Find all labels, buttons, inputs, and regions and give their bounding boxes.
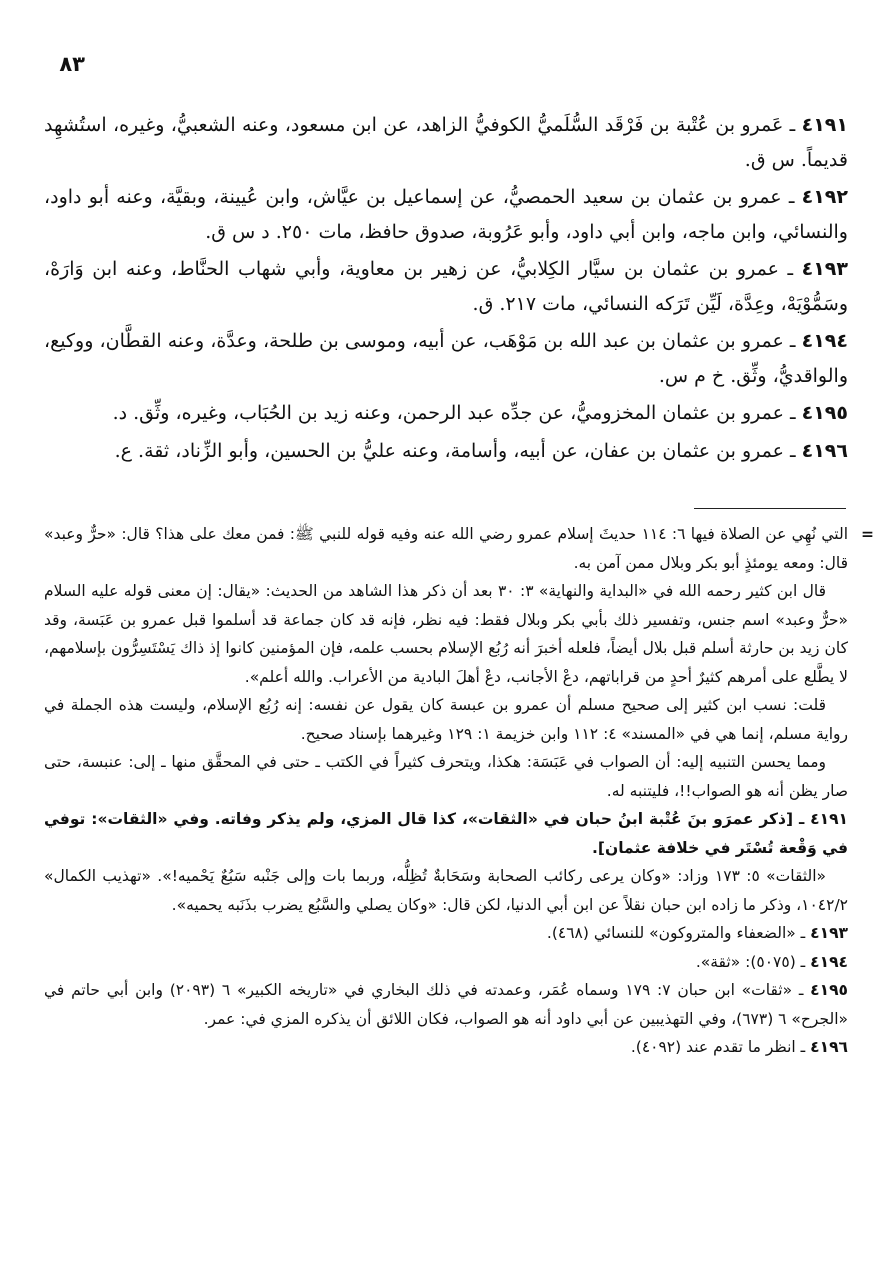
footnote-paragraph <box>44 862 848 919</box>
entry-text: ـ عمرو بن عثمان بن سيَّار الكِلابيُّ، عن زهير بن معاوية، وأبي شهاب الحنَّاط، وعنه ابن وَارَهْ، وسَمُّوْيَهْ، وعِدَّة، لَيِّن تَرَكه النسائي، مات ٢١٧. ق. <box>44 258 848 315</box>
entry-text: ـ عمرو بن عثمان المخزوميُّ، عن جدِّه عبد الرحمن، وعنه زيد بن الحُبَاب، وغيره، وثِّق. د. <box>112 402 796 424</box>
entry-4196 <box>44 434 848 469</box>
entry-number: ٤١٩٤ <box>801 330 848 352</box>
footnote-paragraph <box>44 691 848 748</box>
footnote-text: ـ «ثقات» ابن حبان ٧: ١٧٩ وسماه عُمَر، وعمدته في ذلك البخاري في «تاريخه الكبير» ٦ (٢٠٩٣) وابن أبي حاتم في «الجرح» ٦ (٦٧٣)، وفي التهذيبين عن أبي داود أنه هو الصواب، فكان اللائق أن يذكره المزي في: عمر. <box>44 981 848 1028</box>
footnote-paragraph <box>44 577 848 691</box>
footnote-number: ٤١٩٦ <box>810 1038 848 1056</box>
entry-text: ـ عَمرو بن عُتْبة بن فَرْقَد السُّلَميُّ الكوفيُّ الزاهد، عن ابن مسعود، وعنه الشعبيُّ، وغيره، استُشهِد قديماً. س ق. <box>44 114 848 171</box>
biography-entries <box>44 108 848 471</box>
footnotes <box>44 520 874 1062</box>
entry-text: ـ عمرو بن عثمان بن عبد الله بن مَوْهَب، عن أبيه، وموسى بن طلحة، وعدَّة، وعنه القطَّان، ووكيع، والواقديُّ، وثِّق. خ م س. <box>44 330 848 387</box>
entry-4194 <box>44 324 848 393</box>
footnote-4191 <box>44 805 848 862</box>
entry-4191 <box>44 108 848 177</box>
entry-4192 <box>44 180 848 249</box>
continuation-mark: = <box>861 525 874 543</box>
page-number: ٨٣ <box>59 52 85 76</box>
entry-number: ٤١٩١ <box>801 114 848 136</box>
entry-number: ٤١٩٢ <box>801 186 848 208</box>
entry-number: ٤١٩٣ <box>801 258 848 280</box>
footnote-text: ـ انظر ما تقدم عند (٤٠٩٢). <box>630 1038 806 1056</box>
footnote-continuation <box>44 520 874 577</box>
footnote-text: «الثقات» ٥: ١٧٣ وزاد: «وكان يرعى ركائب الصحابة وسَحَابةٌ تُظِلُّه، وربما بات وإلى جَنْبه سَبُعٌ يَحْميه!». «تهذيب الكمال» ١٠٤٢/٢، وذكر ما زاده ابن حبان نقلاً عن ابن أبي الدنيا، لكن قال: «وكان يصلي والسَّبُع يضرب بذَنَبه يحميه». <box>44 867 848 914</box>
footnote-text: ـ (٥٠٧٥): «ثقة». <box>695 952 806 971</box>
footnote-text: التي نُهِي عن الصلاة فيها ٦: ١١٤ حديثَ إسلام عمرو رضي الله عنه وفيه قوله للنبي ﷺ: فمن معك على هذا؟ قال: «حرٌّ وعبد» قال: ومعه يومئذٍ أبو بكر وبلال ممن آمن به. <box>44 525 849 572</box>
footnote-paragraph <box>44 748 848 805</box>
footnote-text: ومما يحسن التنبيه إليه: أن الصواب في عَبَسَة: هكذا، ويتحرف كثيراً في الكتب ـ حتى في المحقَّق منها ـ إلى: عنبسة، حتى صار يظن أنه هو الصواب!!، فليتنبه له. <box>44 753 848 800</box>
footnote-text: قال ابن كثير رحمه الله في «البداية والنهاية» ٣: ٣٠ بعد أن ذكر هذا الشاهد من الحديث: «يقال: إن معنى قوله عليه السلام «حرٌّ وعبد» اسم جنس، وتفسير ذلك بأبي بكر وبلال فقط: فيه نظر، فإنه قد كان جماعة قد أسلموا قبل عمرو بن عَبَسة، وقد كان زيد بن حارثة أسلم قبل بلال أيضاً، فلعله أخبرَ أنه رُبُع الإسلام بحسب علمه، فإن المؤمنين كانوا إذ ذاك يَسْتَسِرُّون بإسلامهم، لا يطَّلع على أمرهم كثيرٌ أحدٍ من قراباتهم، دعْ الأجانب، دعْ أهلَ البادية من الأعراب. والله أعلم». <box>44 582 848 686</box>
entry-text: ـ عمرو بن عثمان بن عفان، عن أبيه، وأسامة، وعنه عليُّ بن الحسين، وأبو الزِّناد، ثقة. ع. <box>114 439 796 462</box>
footnote-number: ٤١٩٤ <box>810 952 848 971</box>
footnote-separator <box>694 508 846 509</box>
entry-number: ٤١٩٦ <box>801 439 848 462</box>
entry-text: ـ عمرو بن عثمان بن سعيد الحمصيُّ، عن إسماعيل بن عيَّاش، وابن عُيينة، وبقيَّة، وعنه أبو داود، والنسائي، وابن ماجه، وابن أبي داود، وأبو عَرُوبة، صدوق حافظ، مات ٢٥٠. د س ق. <box>44 186 848 243</box>
footnote-text: قلت: نسب ابن كثير إلى صحيح مسلم أن عمرو بن عبسة كان يقول عن نفسه: إنه رُبُع الإسلام، وليست هذه الجملة في رواية مسلم، إنما هي في «المسند» ٤: ١١٢ وابن خزيمة ١: ١٢٩ وغيرهما بإسناد صحيح. <box>44 696 848 743</box>
footnote-text: ـ [ذكر عمرَو بنَ عُتْبة ابنُ حبان في «الثقات»، كذا قال المزي، ولم يذكر وفاته. وفي «الثقات»: توفي في وَقْعة تُسْتَر في خلافة عثمان]. <box>44 810 848 857</box>
footnote-4193 <box>44 919 848 948</box>
footnote-4196 <box>44 1033 848 1062</box>
footnote-4194 <box>44 948 848 977</box>
footnote-4195 <box>44 976 848 1033</box>
entry-4195 <box>44 396 848 431</box>
footnote-number: ٤١٩٣ <box>810 924 848 942</box>
entry-4193 <box>44 252 848 321</box>
footnote-number: ٤١٩٥ <box>810 981 849 999</box>
footnote-number: ٤١٩١ <box>810 810 849 828</box>
footnote-text: ـ «الضعفاء والمتروكون» للنسائي (٤٦٨). <box>546 924 806 942</box>
entry-number: ٤١٩٥ <box>801 402 848 424</box>
